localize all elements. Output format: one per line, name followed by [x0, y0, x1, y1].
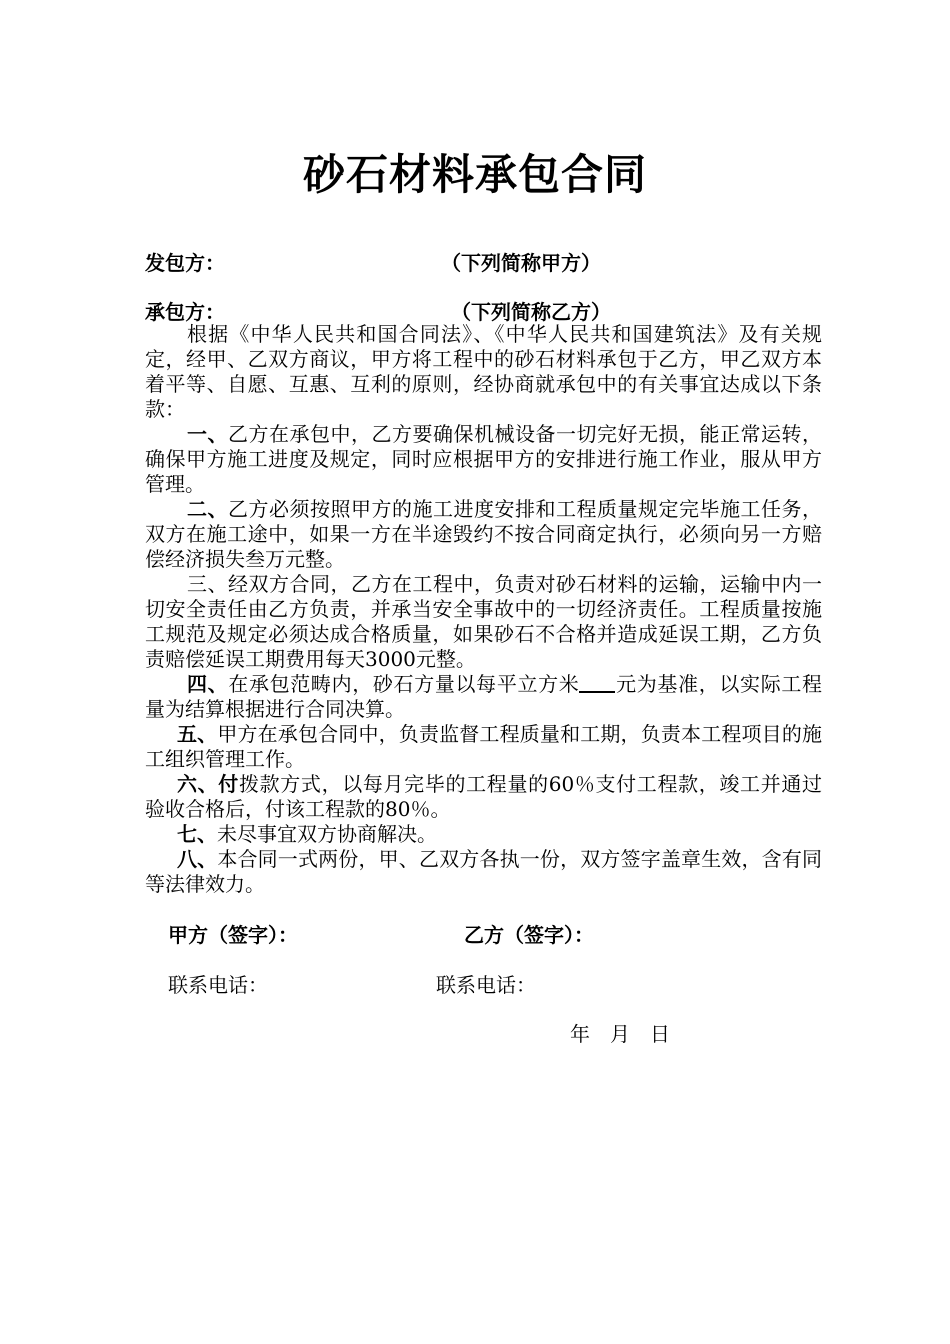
clause-4-text-before: 在承包范畴内，砂石方量以每平立方米 [228, 672, 580, 696]
clause-1-number: 一、 [187, 422, 228, 446]
party-a-signature: 甲方（签字）： [168, 923, 298, 947]
party-b-phone: 联系电话： [436, 973, 536, 997]
clause-4 [145, 672, 822, 722]
clause-3-text: 三、经双方合同，乙方在工程中，负责对砂石材料的运输，运输中内一切安全责任由乙方负责，并承当安全事故中的一切经济责任。工程质量按施工规范及规定必须达成合格质量，如果砂石不合格并造成延误工期，乙方负责赔偿延误工期费用每天3000元整。 [145, 572, 822, 671]
clause-6 [145, 772, 822, 822]
clause-7-number: 七、 [177, 822, 217, 846]
clause-3 [145, 572, 822, 672]
clause-5-number: 五、 [177, 722, 218, 746]
party-a-note: （下列简称甲方） [441, 251, 601, 275]
party-b-label: 承包方： [145, 300, 225, 324]
clause-8 [145, 847, 822, 897]
clause-8-number: 八、 [177, 847, 218, 871]
contract-body [145, 322, 822, 897]
party-b-note: （下列简称乙方） [451, 300, 611, 324]
clause-6-text: 拨款方式，以每月完毕的工程量的60％支付工程款，竣工并通过验收合格后，付该工程款的80％。 [145, 772, 823, 821]
clause-1-text: 乙方在承包中，乙方要确保机械设备一切完好无损，能正常运转，确保甲方施工进度及规定，同时应根据甲方的安排进行施工作业，服从甲方管理。 [145, 422, 822, 496]
party-a-line [145, 250, 601, 276]
clause-1 [145, 422, 822, 497]
signing-date: 年 月 日 [570, 1022, 670, 1046]
clause-5-text: 甲方在承包合同中，负责监督工程质量和工期，负责本工程项目的施工组织管理工作。 [145, 722, 823, 771]
intro-paragraph: 根据《中华人民共和国合同法》、《中华人民共和国建筑法》及有关规定，经甲、乙双方商议，甲方将工程中的砂石材料承包于乙方，甲乙双方本着平等、自愿、互惠、互利的原则，经协商就承包中的有关事宜达成以下条款： [145, 322, 822, 421]
party-a-phone: 联系电话： [168, 973, 268, 997]
clause-4-text-after: 元为基准，以实际工程量为结算根据进行合同决算。 [145, 672, 823, 721]
clause-8-text: 本合同一式两份，甲、乙双方各执一份，双方签字盖章生效，含有同等法律效力。 [145, 847, 823, 896]
clause-4-number: 四、 [187, 672, 229, 696]
clause-6-number: 六、付 [177, 772, 239, 796]
document-title: 砂石材料承包合同 [302, 150, 647, 199]
party-a-label: 发包方： [145, 251, 225, 275]
clause-7 [145, 822, 822, 847]
clause-5 [145, 722, 822, 772]
clause-2-text: 乙方必须按照甲方的施工进度安排和工程质量规定完毕施工任务，双方在施工途中，如果一方在半途毁约不按合同商定执行，必须向另一方赔偿经济损失叁万元整。 [145, 497, 822, 571]
clause-2 [145, 497, 822, 572]
clause-7-text: 未尽事宜双方协商解决。 [217, 822, 437, 846]
clause-2-number: 二、 [187, 497, 228, 521]
party-b-signature: 乙方（签字）： [464, 923, 594, 947]
price-blank [579, 673, 615, 693]
